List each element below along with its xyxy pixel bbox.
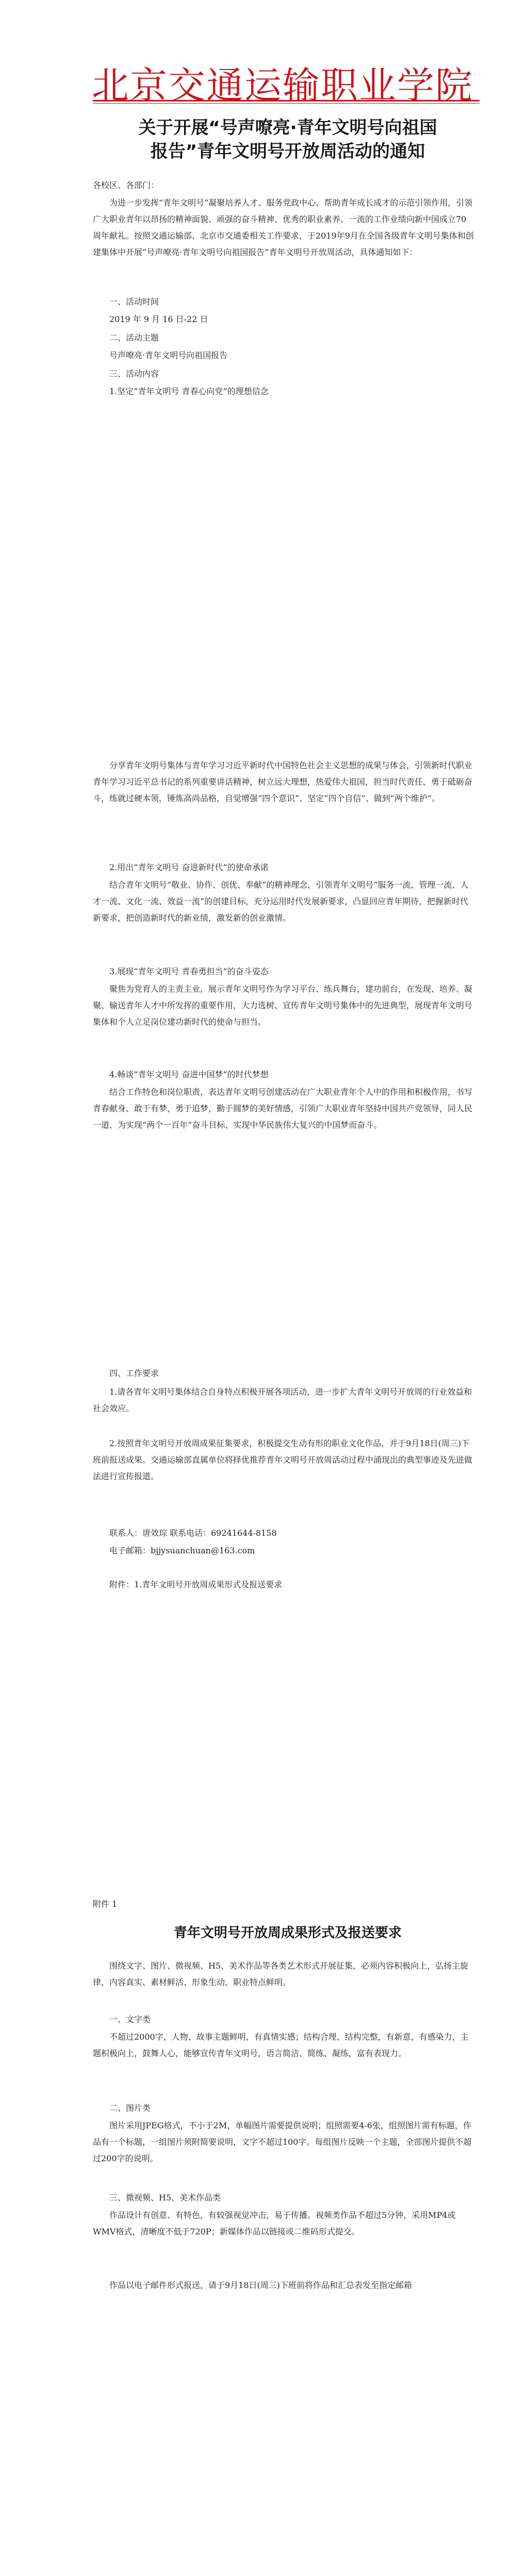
section3-item2-text: 结合青年文明号“敬业、协作、创优、奉献”的精神理念，引领青年文明号“服务一流、管理一流、人才一流、文化一流、效益一流”的创建目标，充分运用时代发展新要求，凸显回应青年期待，把握新时代新要求，把创造新时代的新业绩，激发新的创业激情。 [93,880,469,923]
attachment-note: 附件：1.青年文明号开放周成果形式及报送要求 [109,1580,283,1589]
school-name-header: 北京交通运输职业学院 [92,64,474,107]
section4-item1: 1.请各青年文明号集体结合自身特点积极开展各项活动，进一步扩大青年文明号开放周的行业效益和社会效应。 [93,1387,472,1413]
appendix-s2-heading: 二、图片类 [109,2103,151,2113]
appendix-intro: 围绕文字、图片、微视频、H5、美术作品等各类艺术形式开展征集，必须内容积极向上，弘扬主旋律，内容真实、素材鲜活、形象生动，职业特点鲜明。 [93,1961,469,1987]
section3-item3-text: 聚焦为党育人的主责主业，展示青年文明号作为学习平台、练兵舞台，建功前台，在发现、培养、凝聚、输送青年人才中所发挥的重要作用，大力选树、宣传青年文明号集体中的先进典型，展现青年文明号集体和个人立足岗位建功新时代的使命与担当。 [93,984,473,1027]
header-rule-thick [93,100,480,101]
appendix-s3-heading: 三、微视频、H5、美术作品类 [109,2193,221,2202]
appendix-title: 青年文明号开放周成果形式及报送要求 [173,1925,402,1941]
section4-item2: 2.按照青年文明号开放周成果征集要求，积极提交生动有形的职业文化作品，并于9月18日(周三)下班前报送成果。交通运输部直属单位将择优推荐青年文明号开放周活动过程中涌现出的典型事迹及先进做法进行宣传报道。 [93,1438,473,1481]
header-rule-thin [93,103,480,104]
section3-item1-title: 1.坚定“青年文明号 青春心向党”的理想信念 [109,386,269,396]
section3-heading: 三、活动内容 [109,369,159,379]
section3-item2-title: 2.用出“青年文明号 奋进新时代”的使命承诺 [109,862,269,872]
section3-item4-text: 结合工作特色和岗位职责，表达青年文明号创建活动在广大职业青年个人中的作用和积极作用，书写青春献身、敢于有梦，勇于追梦，勤于圆梦的美好情感，引领广大职业青年坚持中国共产党领导，同人民一道，为实现“两个一百年”奋斗目标、实现中华民族伟大复兴的中国梦而奋斗。 [93,1087,473,1130]
appendix-s2-text: 图片采用JPEG格式，不小于2M，单幅图片需要提供说明；组照需要4-6张，组照图片需有标题，作品有一个标题，一组图片须附简要说明，文字不超过100字。每组图片反映一个主题，全部图片提供不超过200字的说明。 [93,2121,472,2163]
section1-heading: 一、活动时间 [109,297,159,307]
notice-title-line1: 关于开展“号声嘹亮·青年文明号向祖国 [138,117,437,138]
section3-item3-title: 3.展现“青年文明号 青春勇担当”的奋斗姿态 [109,967,269,976]
intro-paragraph: 为进一步发挥“青年文明号”凝聚培养人才、服务党政中心、帮助青年成长成才的示范引领作用，引领广大职业青年以昂扬的精神面貌、顽强的奋斗精神、优秀的职业素养、一流的工作业绩向新中国成立70周年献礼。按照交通运输部、北京市交通委相关工作要求，于2019年9月在全国各级青年文明号集体和创建集体中开展“号声嘹亮·青年文明号向祖国报告”青年文明号开放周活动，具体通知如下： [93,198,474,257]
appendix-s3-text: 作品设计有创意、有特色，有较强视觉冲击，易于传播。视频类作品不超过5分钟，采用MP4或WMV格式，清晰度不低于720P；新媒体作品以链接或二维码形式提交。 [93,2210,456,2236]
section2-heading: 二、活动主题 [109,333,159,343]
appendix-s1-text: 不超过2000字，人物、故事主题鲜明，有真情实感；结构合理、结构完整，有新意，有感染力，主题积极向上，鼓舞人心，能够宣传青年文明号，语言简洁、简练、凝练，富有表现力。 [93,2032,469,2058]
section4-heading: 四、工作要求 [109,1368,159,1378]
appendix-s1-heading: 一、文字类 [109,2014,151,2024]
salutation: 各校区、各部门： [93,180,159,190]
appendix-label: 附件 1 [93,1899,118,1909]
section2-content: 号声嘹亮·青年文明号向祖国报告 [109,350,228,360]
section3-item1-text: 分享青年文明号集体与青年学习习近平新时代中国特色社会主义思想的成果与体会，引领新时代职业青年学习习近平总书记的系列重要讲话精神，树立远大理想，热爱伟大祖国，担当时代责任，勇于砥砺奋斗，练就过硬本领，锤炼高尚品格，自觉增强“四个意识”、坚定“四个自信”、做到“两个维护”。 [93,760,473,803]
contact-person: 联系人：唐效琮 联系电话：69241644-8158 [109,1528,277,1538]
notice-title-line2: 报告”青年文明号开放周活动的通知 [150,141,425,162]
contact-email: 电子邮箱：bjjysuanchuan@163.com [109,1546,255,1555]
appendix-closing: 作品以电子邮件形式报送，请于9月18日(周三)下班前将作品和汇总表发至指定邮箱 [109,2280,412,2290]
section3-item4-title: 4.畅谈“青年文明号 奋进中国梦”的时代梦想 [109,1070,269,1079]
section1-content: 2019 年 9 月 16 日-22 日 [109,314,208,324]
